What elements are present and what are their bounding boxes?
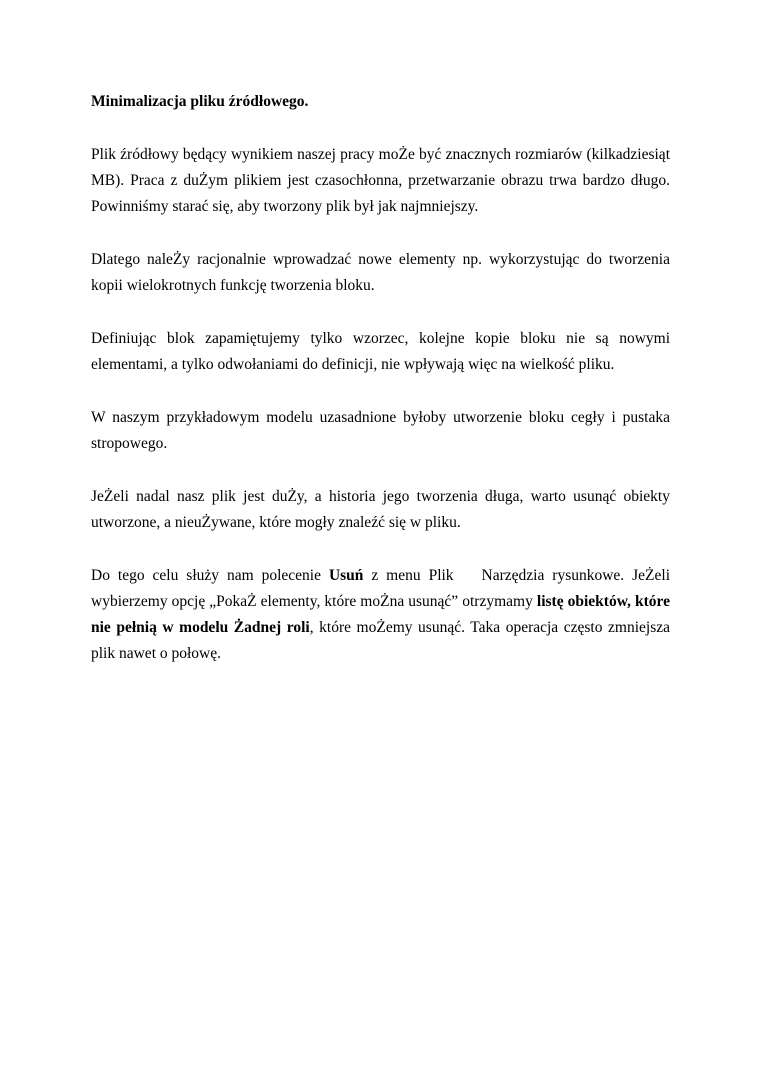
document-title: Minimalizacja pliku źródłowego. <box>91 93 309 110</box>
paragraph-example-model: W naszym przykładowym modelu uzasadnione byłoby utworzenie bloku cegły i pustaka stropowego. <box>91 409 670 452</box>
menu-arrow-glyph <box>462 567 474 584</box>
paragraph-block-definition: Definiując blok zapamiętujemy tylko wzorzec, kolejne kopie bloku nie są nowymi elementami, a tylko odwołaniami do definicji, nie wpływają więc na wielkość pliku. <box>91 330 670 373</box>
paragraph-remove-command <box>91 563 670 667</box>
paragraph-unused-objects: JeŻeli nadal nasz plik jest duŻy, a historia jego tworzenia długa, warto usunąć obiekty utworzone, a nieuŻywane, które mogły znaleźć się w pliku. <box>91 488 670 531</box>
text-segment: z menu Plik <box>363 567 462 584</box>
document-body <box>91 89 670 694</box>
text-segment: Narzędzia rysunkowe. JeŻeli wybierzemy opcję „PokaŻ elementy, które moŻna usunąć” otrzymamy <box>91 567 670 610</box>
object-list-bold: listę obiektów, które nie pełnią w modelu Żadnej roli <box>91 593 670 636</box>
command-name-bold: Usuń <box>328 567 364 584</box>
text-segment: Do tego celu służy nam polecenie <box>91 567 329 584</box>
text-segment: , które moŻemy usunąć. Taka operacja często zmniejsza plik nawet o połowę. <box>91 619 671 662</box>
paragraph-file-size: Plik źródłowy będący wynikiem naszej pracy moŻe być znacznych rozmiarów (kilkadziesiąt MB). Praca z duŻym plikiem jest czasochłonna, przetwarzanie obrazu trwa bardzo długo. Powinniśmy starać się, aby tworzony plik był jak najmniejszy. <box>91 146 670 215</box>
paragraph-rational-elements: Dlatego naleŻy racjonalnie wprowadzać nowe elementy np. wykorzystując do tworzenia kopii wielokrotnych funkcję tworzenia bloku. <box>91 251 670 294</box>
